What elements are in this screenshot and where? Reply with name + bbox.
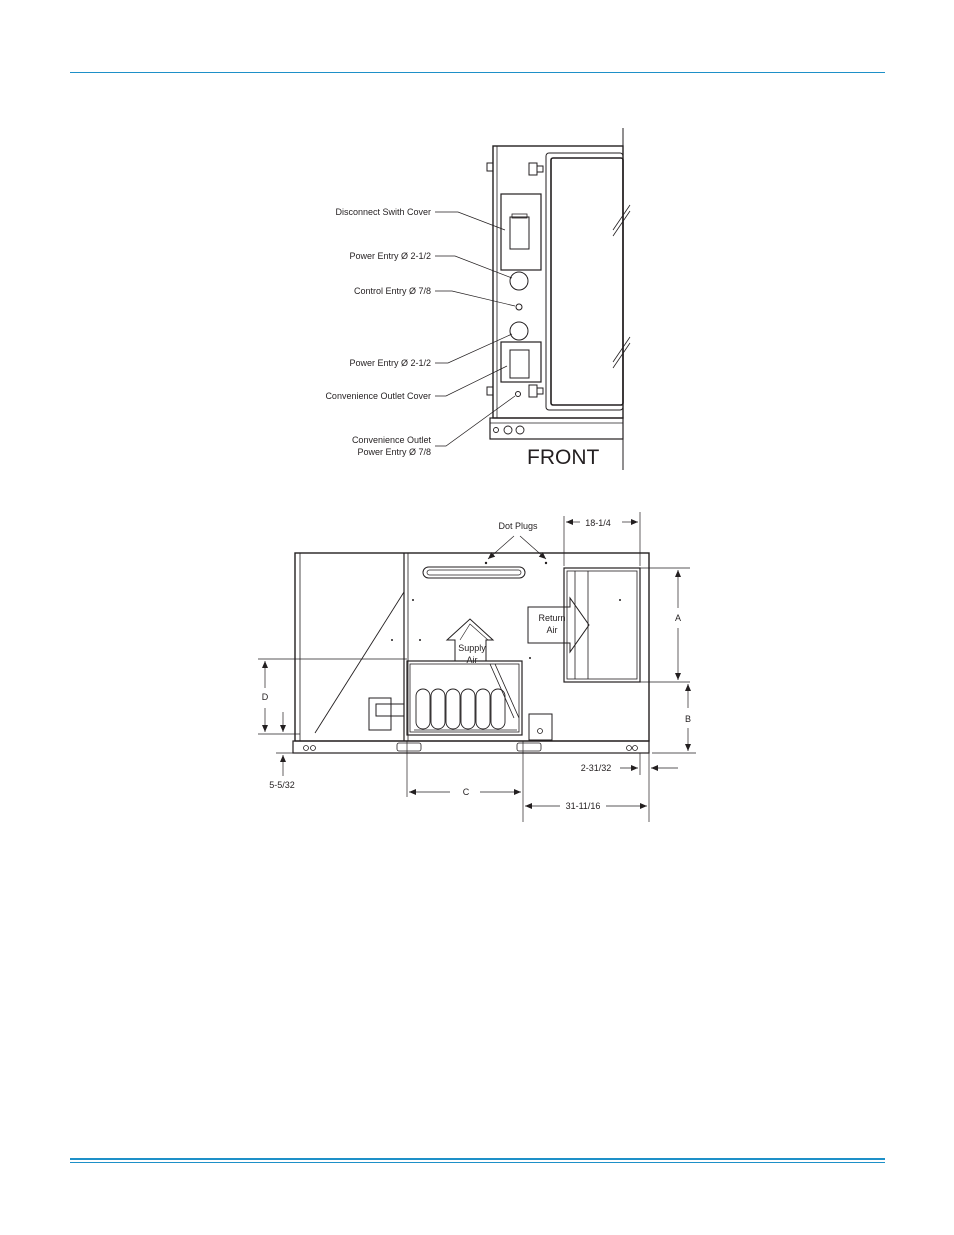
control-entry-label: Control Entry Ø 7/8	[353, 286, 431, 296]
dot-plugs-label: Dot Plugs	[498, 521, 538, 531]
dim-c: C	[462, 787, 470, 797]
supply-air-label-line2: Air	[466, 655, 478, 665]
footer-rule-thin	[70, 1162, 885, 1163]
convenience-cover-label: Convenience Outlet Cover	[325, 391, 431, 401]
dim-left-offset: 5-5/32	[269, 780, 295, 790]
dim-a: A	[674, 613, 682, 623]
power-entry-2-label: Power Entry Ø 2-1/2	[349, 358, 431, 368]
dim-d: D	[261, 692, 269, 702]
return-air-label-line1: Return	[538, 613, 566, 623]
bottom-view	[258, 512, 696, 822]
dim-b: B	[684, 714, 692, 724]
dim-right-offset: 2-31/32	[580, 763, 612, 773]
footer-rule	[70, 1158, 885, 1160]
convenience-entry-label-line1: Convenience Outlet	[351, 435, 431, 445]
supply-air-label-line1: Supply	[458, 643, 486, 653]
power-entry-1-label: Power Entry Ø 2-1/2	[349, 251, 431, 261]
disconnect-cover-label: Disconnect Swith Cover	[335, 207, 431, 217]
convenience-entry-label-line2: Power Entry Ø 7/8	[357, 447, 431, 457]
dim-bottom-offset: 31-11/16	[565, 801, 601, 811]
return-air-label-line2: Air	[546, 625, 558, 635]
dim-top-offset: 18-1/4	[585, 518, 611, 528]
side-view	[325, 128, 630, 470]
front-label: FRONT	[527, 446, 600, 469]
